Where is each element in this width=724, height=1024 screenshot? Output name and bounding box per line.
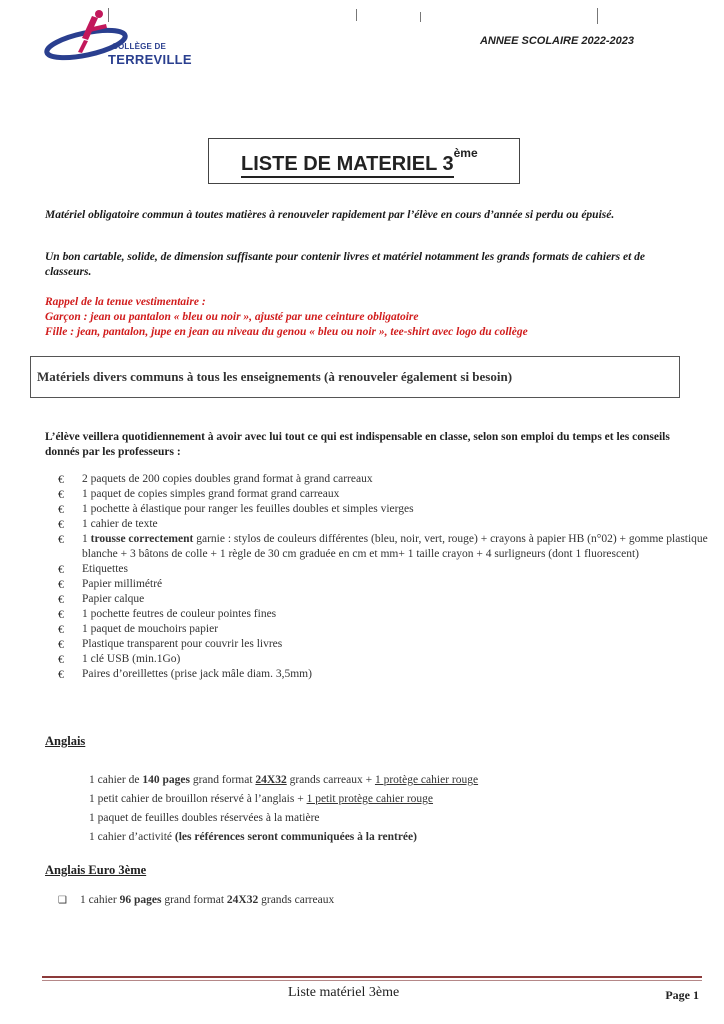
material-item-text: Plastique transparent pour couvrir les livres: [82, 638, 283, 650]
page-title-main: LISTE DE MATERIEL 3: [241, 153, 454, 178]
text: 1 cahier d’activité: [89, 831, 175, 843]
material-item: [58, 652, 708, 667]
anglais-euro-text: [80, 894, 334, 906]
text: grand format: [161, 894, 227, 906]
material-item-text: 1 clé USB (min.1Go): [82, 653, 181, 665]
material-item-text: Papier millimétré: [82, 578, 163, 590]
material-item-text: 2 paquets de 200 copies doubles grand format à grand carreaux: [82, 473, 373, 485]
footer-title: Liste matériel 3ème: [288, 985, 400, 1000]
text-bold: (les références seront communiquées à la rentrée): [174, 831, 417, 843]
material-item: [58, 502, 708, 517]
material-item: [58, 592, 708, 607]
text-bold: trousse correctement: [90, 533, 194, 545]
dress-code-title: Rappel de la tenue vestimentaire :: [45, 296, 206, 308]
common-section-title: Matériels divers communs à tous les enseignements (à renouveler également si besoin): [37, 369, 513, 384]
material-item: [58, 667, 708, 682]
material-item-text: Etiquettes: [82, 563, 128, 575]
material-item-text: 1 pochette feutres de couleur pointes fines: [82, 608, 277, 620]
text-bold: 96: [119, 894, 132, 906]
material-item: [58, 562, 708, 577]
material-item: [58, 607, 708, 622]
text-underlined: 1 petit protège cahier rouge: [306, 793, 434, 805]
school-year: ANNEE SCOLAIRE 2022-2023: [479, 35, 634, 47]
page-title-sup: ème: [453, 146, 478, 160]
text: garnie : stylos de couleurs différentes (bleu, noir, vert, rouge) + crayons à papier HB (n°02) + gomme plastique blanche + 3 bâtons de colle + 1 règle de 30 cm graduée en cm et mm+ 1 taille crayon + 4 surligneurs (dont 1 fluorescent): [82, 533, 708, 560]
euro-bullet-icon: €: [58, 562, 64, 576]
school-logo: [44, 8, 192, 67]
material-item: [58, 487, 708, 502]
anglais-line-2: [89, 790, 689, 809]
anglais-line-3: 1 paquet de feuilles doubles réservées à la matière: [89, 812, 320, 824]
logo-label-main: TERREVILLE: [108, 52, 192, 67]
material-item-text: 1 paquet de mouchoirs papier: [82, 623, 219, 635]
common-section-box: [30, 356, 680, 398]
anglais-list: [89, 771, 689, 847]
logo-label-small: COLLÈGE DE: [112, 42, 167, 51]
material-item-text: 1 paquet de copies simples grand format grand carreaux: [82, 488, 340, 500]
text-bold: 140 pages: [142, 774, 190, 786]
anglais-heading: Anglais: [45, 734, 86, 748]
material-item-text: [82, 532, 708, 562]
footer-rule-thin: [42, 980, 702, 981]
footer-rule: [42, 976, 702, 978]
material-item-text: 1 cahier de texte: [82, 518, 158, 530]
material-item: [58, 637, 708, 652]
material-item: [58, 472, 708, 487]
dress-code-girl: Fille : jean, pantalon, jupe en jean au niveau du genou « bleu ou noir », tee-shirt avec logo du collège: [45, 326, 528, 338]
text-bold-underlined: 24X32: [255, 774, 287, 786]
text: 1: [82, 533, 91, 545]
text-bold: 24X32: [226, 894, 259, 906]
intro-paragraph-1: Matériel obligatoire commun à toutes matières à renouveler rapidement par l’élève en cours d’année si perdu ou épuisé.: [45, 209, 615, 221]
euro-bullet-icon: €: [58, 667, 64, 681]
euro-bullet-icon: €: [58, 502, 64, 516]
material-item: [58, 577, 708, 592]
euro-bullet-icon: €: [58, 487, 64, 501]
material-item-text: Paires d’oreillettes (prise jack mâle diam. 3,5mm): [82, 668, 312, 680]
euro-bullet-icon: €: [58, 607, 64, 621]
anglais-euro-item: [58, 894, 658, 906]
euro-bullet-icon: €: [58, 592, 64, 606]
euro-bullet-icon: €: [58, 637, 64, 651]
anglais-line-1: [89, 771, 689, 790]
text: grand format: [189, 774, 256, 786]
anglais-euro-heading: Anglais Euro 3ème: [45, 863, 147, 877]
text: grands carreaux +: [286, 774, 375, 786]
checkbox-icon: ❑: [58, 895, 67, 906]
text: 1 cahier de: [89, 774, 143, 786]
text: grands carreaux: [258, 894, 335, 906]
euro-bullet-icon: €: [58, 472, 64, 486]
text: 1 cahier: [80, 894, 120, 906]
materials-list: [58, 472, 708, 682]
dress-code: [45, 295, 695, 340]
intro-paragraph-2: Un bon cartable, solide, de dimension suffisante pour contenir livres et matériel notamment les grands formats de cahiers et de classeurs.: [45, 251, 646, 278]
euro-bullet-icon: €: [58, 652, 64, 666]
euro-bullet-icon: €: [58, 532, 64, 546]
anglais-line-4: [89, 828, 689, 847]
material-item-text: Papier calque: [82, 593, 145, 605]
euro-bullet-icon: €: [58, 517, 64, 531]
common-section-lead: L’élève veillera quotidiennement à avoir avec lui tout ce qui est indispensable en classe, selon son emploi du temps et les conseils donnés par les professeurs :: [45, 431, 670, 458]
material-item: [58, 517, 708, 532]
page-title: [241, 146, 478, 176]
text-underlined: 1 protège cahier rouge: [374, 774, 479, 786]
text: 1 petit cahier de brouillon réservé à l’anglais +: [89, 793, 307, 805]
material-item: [58, 622, 708, 637]
page-number: Page 1: [665, 988, 699, 1002]
dress-code-boy: Garçon : jean ou pantalon « bleu ou noir », ajusté par une ceinture obligatoire: [45, 311, 419, 323]
material-item-text: 1 pochette à élastique pour ranger les feuilles doubles et simples vierges: [82, 503, 414, 515]
text-bold: pages: [133, 894, 162, 906]
euro-bullet-icon: €: [58, 622, 64, 636]
title-box: [208, 138, 520, 184]
material-item: [58, 532, 708, 562]
euro-bullet-icon: €: [58, 577, 64, 591]
